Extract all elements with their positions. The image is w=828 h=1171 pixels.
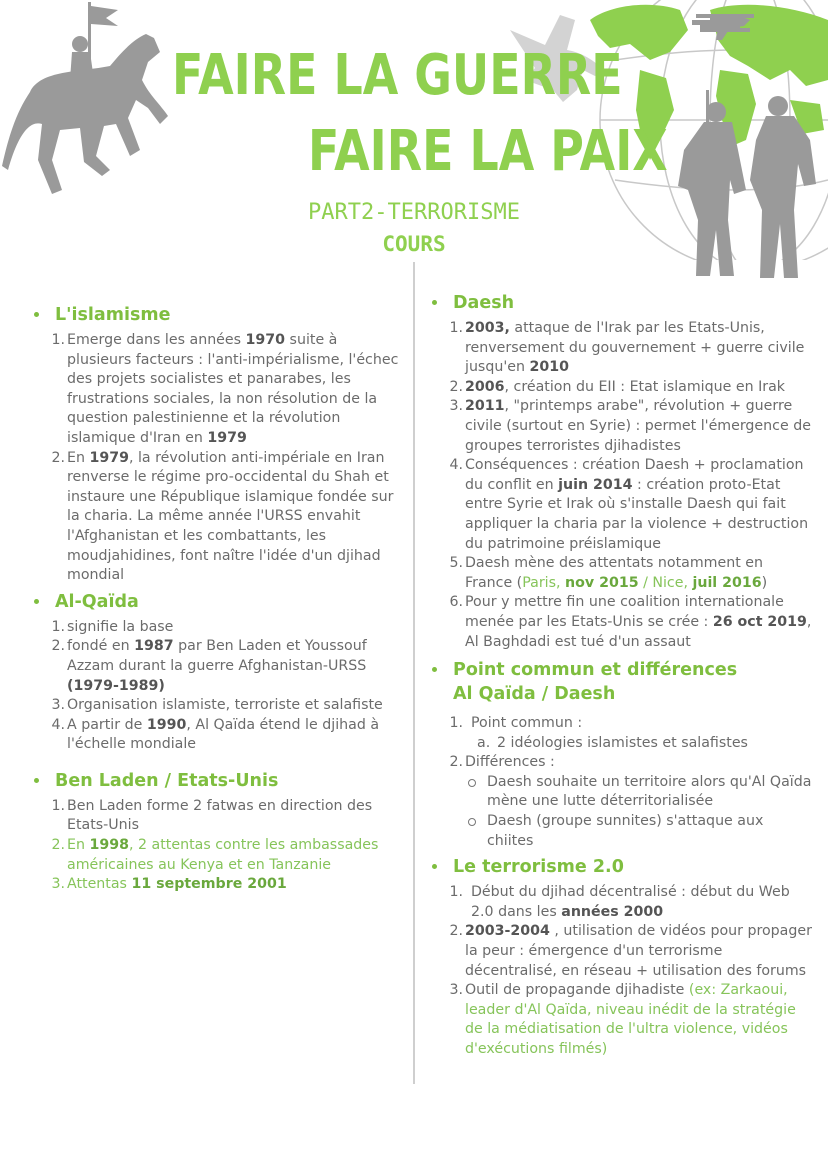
bullet-item: Daesh souhaite un territoire alors qu'Al Qaïda mène une lutte déterritorialisée <box>428 773 813 812</box>
list-item: 4. Conséquences : création Daesh + proclamation du conflit en juin 2014 : création proto-Etat entre Syrie et Irak où s'installe Daesh qui fait appliquer la charia par la violence + destruction du patrimoine préislamique <box>449 457 809 552</box>
bullet-icon <box>34 599 39 604</box>
list-item: 1. Emerge dans les années 1970 suite à plusieurs facteurs : l'anti-impérialisme, l'échec des projets socialistes et panarabes, les frustrations sociales, la non résolution de la question palestinienne et la révolution islamique d'Iran en 1979 <box>51 332 399 446</box>
section-al-qaida <box>30 590 400 755</box>
column-divider <box>413 262 415 1084</box>
list-item: 1. Ben Laden forme 2 fatwas en direction des Etats-Unis <box>51 797 373 834</box>
list-item: 3. Organisation islamiste, terroriste et salafiste <box>51 697 383 714</box>
bullet-item: Daesh (groupe sunnites) s'attaque aux chiites <box>428 812 813 851</box>
right-column <box>428 291 813 1060</box>
title-line-2: FAIRE LA PAIX <box>308 119 668 184</box>
bullet-icon <box>34 312 39 317</box>
section-islamisme <box>30 303 400 586</box>
section-heading: Al-Qaïda <box>55 591 139 612</box>
list-item: 1. signifie la base <box>51 618 174 635</box>
section-heading: Ben Laden / Etats-Unis <box>55 770 279 791</box>
list-item: 3. 2011, "printemps arabe", révolution + guerre civile (surtout en Syrie) : permet l'émergence de groupes terroristes djihadistes <box>449 398 811 454</box>
subtitle: PART2-TERRORISME <box>308 200 520 225</box>
list-item: 2. Différences : <box>449 754 555 771</box>
title-line-1: FAIRE LA GUERRE <box>172 43 623 108</box>
biplane-icon <box>690 8 760 42</box>
bullet-icon <box>34 778 39 783</box>
list-item: 2. fondé en 1987 par Ben Laden et Youssouf Azzam durant la guerre Afghanistan-URSS (1979-1989) <box>51 638 367 694</box>
list-item: 1. Point commun : <box>449 715 583 732</box>
list-item: 2. 2003-2004 , utilisation de vidéos pour propager la peur : émergence d'un terrorisme décentralisé, en réseau + utilisation des forums <box>449 923 812 979</box>
section-terrorisme-2 <box>428 855 813 1059</box>
list-item: 1. Début du djihad décentralisé : début du Web 2.0 dans les années 2000 <box>449 884 790 920</box>
subtitle-cours: COURS <box>382 232 446 256</box>
section-heading-2: Al Qaïda / Daesh <box>453 684 616 705</box>
section-point-commun <box>428 658 813 851</box>
bullet-icon <box>432 300 437 305</box>
sub-item: a. 2 idéologies islamistes et salafistes <box>477 734 748 751</box>
list-item: 4. A partir de 1990, Al Qaïda étend le djihad à l'échelle mondiale <box>51 716 380 753</box>
section-daesh <box>428 291 813 652</box>
bullet-icon <box>432 864 437 869</box>
list-item: 3. Attentas 11 septembre 2001 <box>51 876 287 893</box>
list-item: 6. Pour y mettre fin une coalition internationale menée par les Etats-Unis se crée : 26 oct 2019, Al Baghdadi est tué d'un assaut <box>449 594 812 650</box>
section-heading: Point commun et différences <box>453 660 738 681</box>
section-heading: L'islamisme <box>55 305 171 325</box>
list-item: 2. En 1979, la révolution anti-impériale en Iran renverse le régime pro-occidental du Shah et instaure une République islamique fondée sur la charia. La même année l'URSS envahit l'Afghanistan et les combattants, les moudjahidines, font naître l'idée d'un djihad mondial <box>51 449 394 584</box>
list-item: 5. Daesh mène des attentats notamment en France (Paris, nov 2015 / Nice, juil 2016) <box>449 555 768 591</box>
bullet-icon <box>432 667 437 672</box>
list-item: 3. Outil de propagande djihadiste (ex: Zarkaoui, leader d'Al Qaïda, niveau inédit de la stratégie de la médiatisation de l'ultra violence, vidéos d'exécutions filmés) <box>449 982 796 1057</box>
horse-rider-illustration <box>0 0 190 200</box>
section-heading: Le terrorisme 2.0 <box>453 857 624 878</box>
circle-bullet-icon <box>468 779 476 787</box>
section-heading: Daesh <box>453 293 515 313</box>
list-item: 2. En 1998, 2 attentas contre les ambassades américaines au Kenya et en Tanzanie <box>51 837 379 873</box>
list-item: 1. 2003, attaque de l'Irak par les Etats-Unis, renversement du gouvernement + guerre civile jusqu'en 2010 <box>449 320 805 376</box>
list-item: 2. 2006, création du EII : Etat islamique en Irak <box>449 378 786 395</box>
circle-bullet-icon <box>468 818 476 826</box>
section-ben-laden <box>30 769 400 895</box>
left-column <box>30 303 400 895</box>
